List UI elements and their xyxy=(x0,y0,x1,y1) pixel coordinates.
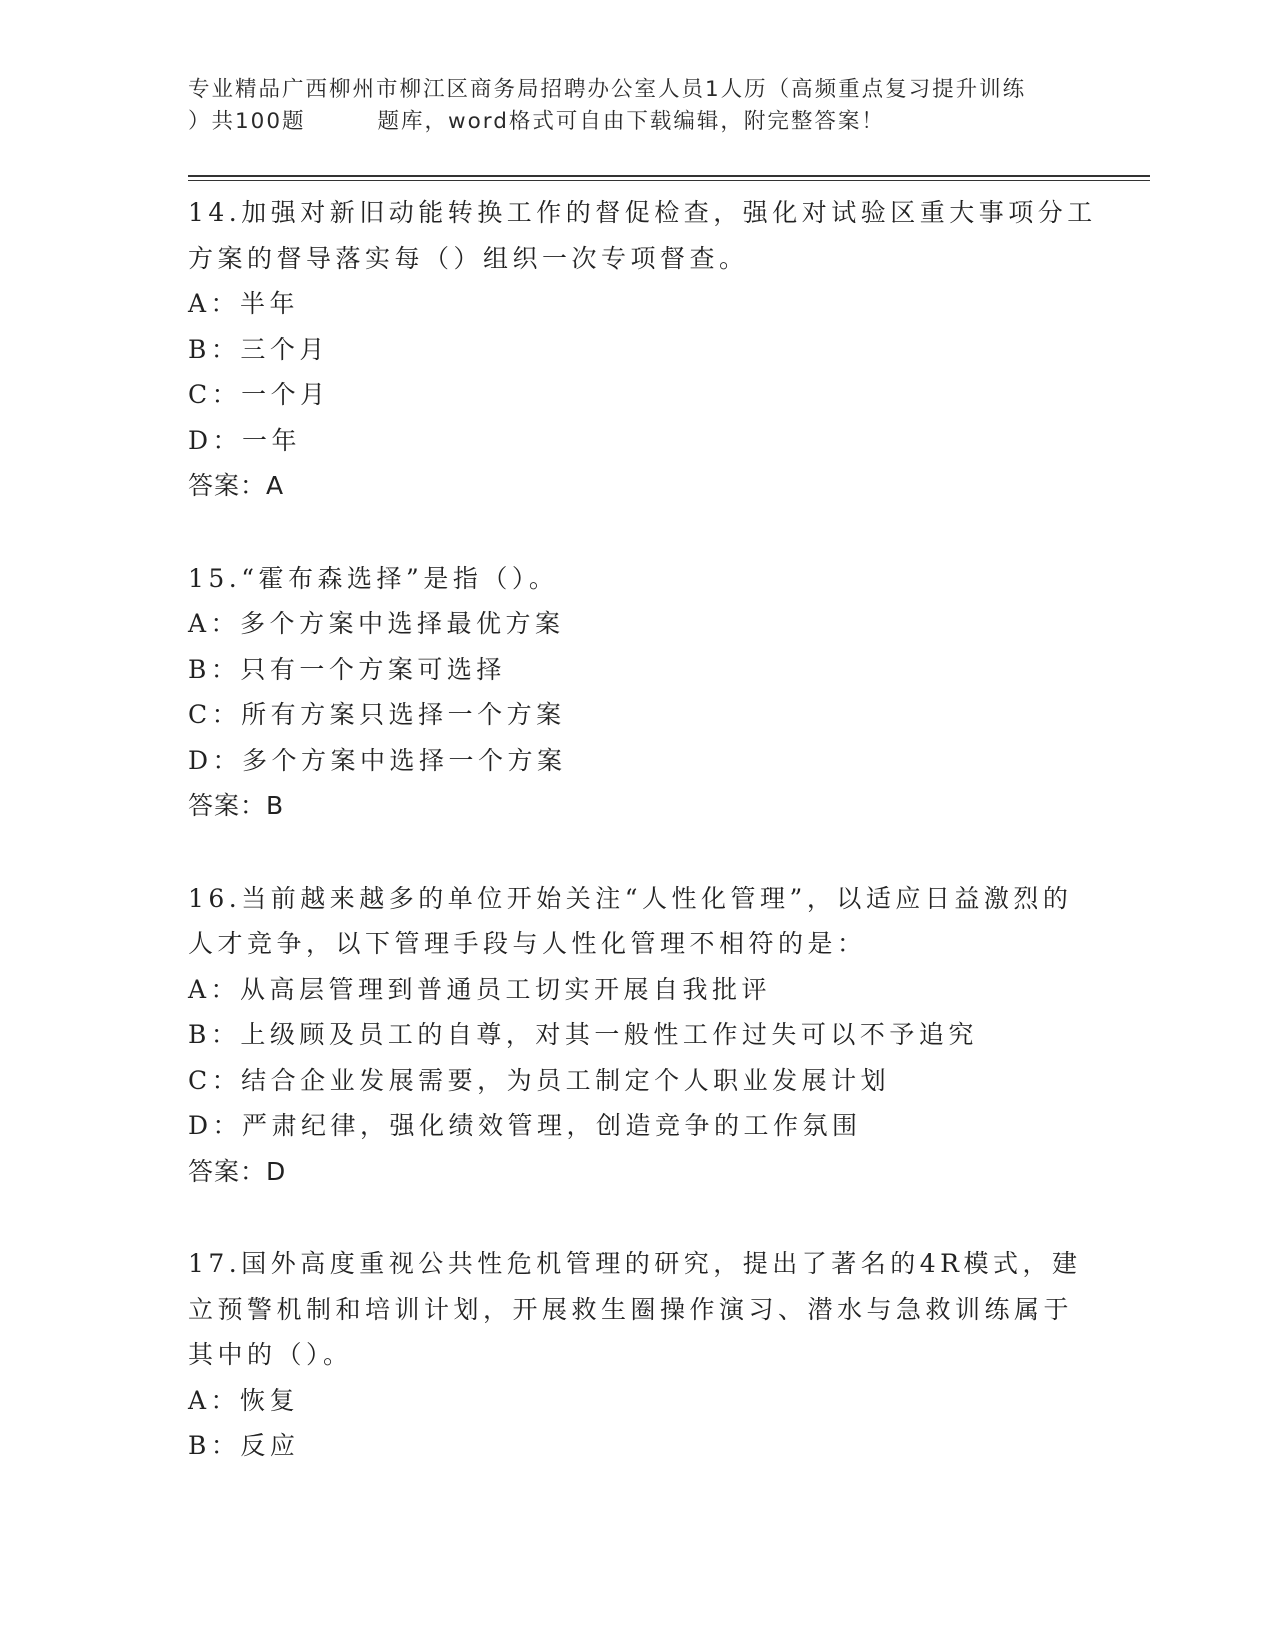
option-d: D：多个方案中选择一个方案 xyxy=(188,745,567,775)
question-17 xyxy=(188,1241,1088,1469)
answer-line: 答案：A xyxy=(188,471,285,500)
answer-line: 答案：D xyxy=(188,1156,287,1186)
option-b: B：反应 xyxy=(188,1431,300,1460)
option-d: D：一年 xyxy=(188,425,302,455)
option-b: B：三个月 xyxy=(188,334,329,364)
option-a: A：从高层管理到普通员工切实开展自我批评 xyxy=(188,974,772,1004)
header-line-2-right: 题库，word格式可自由下载编辑，附完整答案！ xyxy=(377,109,885,134)
question-stem-line: 15.“霍布森选择”是指（）。 xyxy=(188,563,559,593)
question-stem-line: 方案的督导落实每（）组织一次专项督查。 xyxy=(188,243,749,273)
option-d: D：严肃纪律，强化绩效管理，创造竞争的工作氛围 xyxy=(188,1111,862,1140)
option-a: A：恢复 xyxy=(188,1385,300,1415)
option-b: B：只有一个方案可选择 xyxy=(188,654,506,684)
question-stem-line: 16.当前越来越多的单位开始关注“人性化管理”，以适应日益激烈的 xyxy=(188,883,1073,913)
option-a: A：半年 xyxy=(188,289,300,318)
header-line-1: 专业精品广西柳州市柳江区商务局招聘办公室人员1人历（高频重点复习提升训练 xyxy=(188,77,1027,102)
option-c: C：一个月 xyxy=(188,380,330,409)
question-16 xyxy=(188,876,1088,1195)
document-header xyxy=(188,74,1108,138)
option-b: B：上级顾及员工的自尊，对其一般性工作过失可以不予追究 xyxy=(188,1020,978,1049)
header-rule-thick xyxy=(188,175,1150,177)
question-15 xyxy=(188,556,1088,829)
question-stem-line: 人才竞争，以下管理手段与人性化管理不相符的是： xyxy=(188,929,867,958)
question-stem-line: 14.加强对新旧动能转换工作的督促检查，强化对试验区重大事项分工 xyxy=(188,198,1097,227)
question-stem-line: 17.国外高度重视公共性危机管理的研究，提出了著名的4R模式，建 xyxy=(188,1249,1082,1278)
header-line-2-left: ）共100题 xyxy=(188,109,306,134)
question-stem-line: 其中的（）。 xyxy=(188,1340,353,1369)
header-line-2 xyxy=(188,106,1108,138)
question-14 xyxy=(188,190,1097,509)
question-list xyxy=(188,190,1097,1516)
option-c: C：所有方案只选择一个方案 xyxy=(188,700,566,729)
question-stem-line: 立预警机制和培训计划，开展救生圈操作演习、潜水与急救训练属于 xyxy=(188,1294,1074,1324)
answer-line: 答案：B xyxy=(188,791,285,820)
option-a: A：多个方案中选择最优方案 xyxy=(188,609,565,638)
option-c: C：结合企业发展需要，为员工制定个人职业发展计划 xyxy=(188,1065,891,1095)
header-rule-thin xyxy=(188,180,1150,181)
